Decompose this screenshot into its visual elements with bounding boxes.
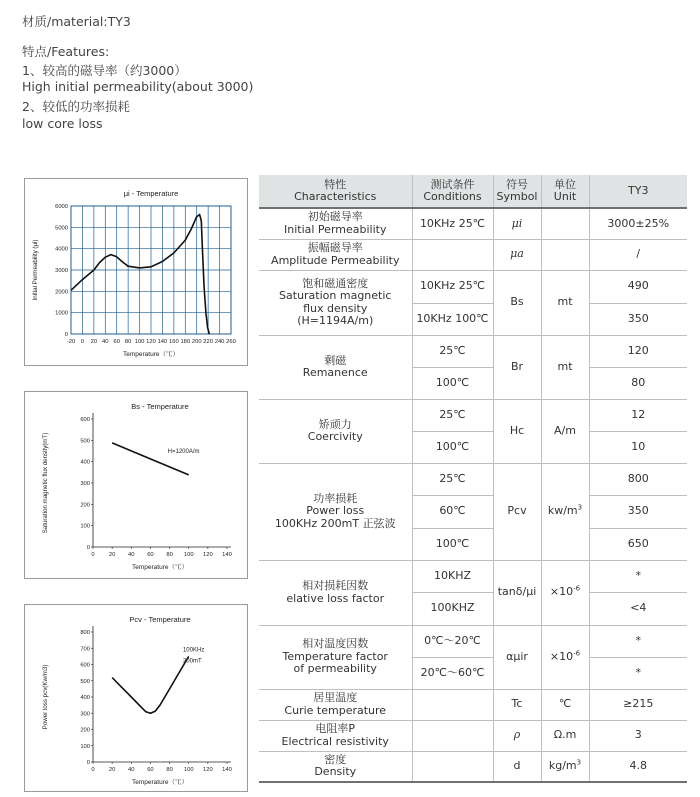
value: /: [589, 239, 687, 270]
x-tick-label: 60: [147, 552, 154, 558]
bs-chart-svg: [25, 392, 247, 578]
char-en: Coercivity: [307, 430, 363, 443]
y-tick-label: 400: [80, 695, 90, 701]
row-electrical-resistivity: [259, 720, 412, 751]
unit: [541, 560, 589, 625]
value: *: [589, 560, 687, 592]
y-tick-label: 300: [80, 711, 90, 718]
char-en: Curie temperature: [284, 703, 387, 717]
symbol: tanδ/μi: [493, 560, 541, 625]
col-unit-cn: 单位: [554, 177, 576, 191]
symbol: μa: [493, 239, 541, 270]
condition: 0℃～20℃: [412, 625, 493, 657]
condition: 100℃: [412, 367, 493, 399]
x-axis-label: Temperature（℃）: [132, 564, 188, 571]
x-tick-label: 180: [180, 339, 191, 345]
value: 4.8: [589, 751, 687, 782]
table-row: [259, 560, 687, 592]
unit-base: ×10: [549, 585, 574, 599]
table-row: [259, 625, 687, 657]
condition: 60℃: [412, 495, 493, 528]
x-tick-label: 100: [183, 552, 194, 558]
col-symbol-cn: 符号: [506, 177, 528, 191]
chart-title: μi - Temperature: [123, 189, 179, 198]
y-tick-label: 200: [80, 502, 90, 509]
symbol: Hc: [493, 399, 541, 463]
x-tick-label: 140: [157, 339, 168, 345]
condition: [412, 239, 493, 270]
value: 80: [589, 367, 687, 399]
unit: mt: [541, 335, 589, 399]
condition: 25℃: [412, 399, 493, 431]
table-row: [259, 689, 687, 720]
value: <4: [589, 592, 687, 625]
y-tick-label: 0: [86, 545, 90, 551]
unit-sup: 3: [576, 758, 582, 767]
x-tick-label: 120: [203, 767, 213, 773]
x-axis-label: Temperature（℃）: [132, 779, 188, 786]
col-unit: [541, 175, 589, 208]
char-cn: 剩磁: [324, 353, 347, 367]
pcv-chart-svg: [25, 605, 247, 791]
feature-2-cn: 2、较低的功率损耗: [22, 99, 130, 114]
char-en-3: (H=1194A/m): [297, 314, 374, 327]
value: *: [589, 625, 687, 657]
unit: [541, 625, 589, 689]
char-cn: 密度: [324, 752, 347, 766]
unit-sup: -6: [573, 649, 581, 658]
y-tick-label: 200: [80, 727, 90, 734]
feature-2-en: low core loss: [22, 116, 103, 131]
char-en: Saturation magnetic: [279, 289, 392, 302]
symbol: Br: [493, 335, 541, 399]
y-tick-label: 2000: [55, 289, 68, 296]
char-en: Electrical resistivity: [281, 734, 389, 748]
symbol: αμir: [493, 625, 541, 689]
char-cn: 振幅磁导率: [307, 241, 363, 254]
condition: 10KHz 100℃: [412, 303, 493, 335]
features-title: 特点/Features:: [22, 44, 110, 59]
row-relative-loss-factor: [259, 560, 412, 625]
condition: [412, 720, 493, 751]
y-tick-label: 300: [80, 481, 90, 487]
bs-chart: [24, 391, 248, 579]
char-cn: 相对损耗因数: [302, 579, 369, 592]
char-en: Density: [314, 765, 357, 779]
y-tick-label: 600: [80, 662, 90, 669]
chart-annotation: H=1200A/m: [167, 449, 200, 456]
char-en-2: 100KHz 200mT 正弦波: [274, 516, 396, 530]
char-en: Amplitude Permeability: [271, 253, 400, 267]
symbol: d: [493, 751, 541, 782]
unit: [541, 751, 589, 782]
table-row: [259, 720, 687, 751]
char-en-2: of permeability: [293, 662, 377, 676]
char-en: Remanence: [302, 366, 368, 379]
value: 490: [589, 270, 687, 303]
x-tick-label: 40: [128, 552, 135, 558]
char-cn: 电阻率P: [315, 722, 356, 735]
value: 3: [589, 720, 687, 751]
y-tick-label: 3000: [55, 268, 68, 274]
series-line: [71, 215, 209, 335]
condition: 25℃: [412, 463, 493, 495]
y-axis-label: Initial Permeability (μi): [32, 239, 39, 301]
chart-title: Pcv - Temperature: [129, 615, 191, 624]
x-tick-label: 100: [183, 767, 194, 773]
unit: [541, 463, 589, 560]
x-tick-label: 120: [146, 339, 156, 345]
unit-sup: -6: [573, 584, 581, 593]
y-tick-label: 1000: [55, 310, 68, 317]
chart-annotation-flux: 200mT: [182, 658, 202, 665]
y-tick-label: 500: [80, 438, 90, 445]
x-tick-label: 60: [113, 339, 120, 345]
unit: ℃: [541, 689, 589, 720]
col-conditions: [412, 175, 493, 208]
x-tick-label: 160: [169, 339, 179, 345]
col-unit-en: Unit: [553, 190, 577, 203]
y-tick-label: 100: [80, 743, 90, 750]
unit-sup: 3: [577, 503, 583, 512]
char-en-2: flux density: [303, 301, 368, 315]
permeability-chart-svg: [25, 179, 247, 365]
value: 3000±25%: [589, 208, 687, 239]
value: 350: [589, 303, 687, 335]
char-cn: 初始磁导率: [307, 210, 363, 224]
x-tick-label: 100: [134, 339, 145, 345]
material-line: 材质/material:TY3: [22, 14, 131, 29]
x-tick-label: 200: [191, 339, 202, 345]
x-tick-label: 80: [166, 767, 173, 773]
symbol: Pcv: [493, 463, 541, 560]
permeability-chart: [24, 178, 248, 366]
table-header-row: [259, 175, 687, 208]
char-en: Initial Permeability: [284, 222, 387, 236]
x-tick-label: 240: [214, 339, 225, 345]
value: 650: [589, 528, 687, 560]
y-tick-label: 4000: [55, 246, 68, 253]
x-tick-label: 0: [80, 339, 85, 345]
row-coercivity: [259, 399, 412, 463]
y-axis-label: Saturation magnetic flux density(mT): [42, 432, 49, 534]
table-row: [259, 335, 687, 367]
symbol: Bs: [493, 270, 541, 335]
unit: mt: [541, 270, 589, 335]
char-en: Power loss: [306, 504, 365, 518]
x-tick-label: 220: [203, 339, 213, 345]
chart-title: Bs - Temperature: [131, 402, 189, 411]
y-tick-label: 800: [80, 630, 90, 636]
condition: 25℃: [412, 335, 493, 367]
col-symbol-en: Symbol: [496, 190, 538, 203]
y-axis-label: Power loss pcv(Kw/m3): [42, 664, 49, 730]
row-initial-permeability: [259, 208, 412, 239]
x-tick-label: 260: [226, 339, 236, 345]
table-row: [259, 399, 687, 431]
symbol: Tc: [493, 689, 541, 720]
value: 350: [589, 495, 687, 528]
value: 800: [589, 463, 687, 495]
char-en: elative loss factor: [286, 591, 385, 605]
x-tick-label: 20: [90, 339, 98, 345]
feature-1-cn: 1、较高的磁导率（约3000）: [22, 63, 187, 78]
value: *: [589, 657, 687, 689]
col-conditions-cn: 测试条件: [430, 177, 475, 191]
unit-base: ×10: [549, 649, 574, 663]
x-tick-label: 80: [124, 339, 132, 345]
col-characteristics-en: Characteristics: [294, 190, 377, 203]
y-tick-label: 700: [80, 646, 90, 653]
x-axis-label: Temperature（℃）: [123, 351, 179, 358]
col-material: TY3: [589, 175, 687, 208]
col-characteristics-cn: 特性: [324, 177, 347, 191]
x-tick-label: 60: [147, 767, 154, 773]
y-tick-label: 100: [80, 523, 90, 530]
char-cn: 居里温度: [313, 691, 358, 704]
row-power-loss: [259, 463, 412, 560]
char-cn: 相对温度因数: [302, 637, 369, 651]
x-tick-label: 0: [91, 552, 95, 558]
table-row: [259, 751, 687, 782]
x-tick-label: 140: [222, 767, 232, 773]
y-tick-label: 0: [86, 760, 90, 766]
x-tick-label: 40: [128, 767, 135, 773]
feature-1-en: High initial permeability(about 3000): [22, 79, 254, 94]
value: 12: [589, 399, 687, 431]
table-row: [259, 208, 687, 239]
table-row: [259, 270, 687, 303]
chart-annotation-freq: 100KHz: [182, 647, 205, 654]
y-tick-label: 500: [80, 678, 90, 685]
spec-table: [259, 175, 687, 783]
row-temperature-factor: [259, 625, 412, 689]
condition: [412, 689, 493, 720]
x-tick-label: 40: [102, 339, 109, 345]
table-row: [259, 239, 687, 270]
unit-base: kg/m: [548, 759, 577, 772]
y-tick-label: 5000: [55, 225, 68, 232]
condition: 10KHz 25℃: [412, 270, 493, 303]
y-tick-label: 600: [80, 417, 90, 423]
row-density: [259, 751, 412, 782]
condition: 20℃～60℃: [412, 657, 493, 689]
char-cn: 功率损耗: [313, 491, 358, 505]
unit: [541, 208, 589, 239]
condition: 100KHZ: [412, 592, 493, 625]
unit-base: kw/m: [547, 504, 578, 518]
x-tick-label: 0: [91, 767, 95, 773]
condition: [412, 751, 493, 782]
col-conditions-en: Conditions: [423, 190, 482, 203]
unit: Ω.m: [541, 720, 589, 751]
x-tick-label: -20: [66, 339, 76, 345]
value: 120: [589, 335, 687, 367]
row-amplitude-permeability: [259, 239, 412, 270]
unit: [541, 239, 589, 270]
x-tick-label: 20: [108, 552, 116, 558]
row-remanence: [259, 335, 412, 399]
value: 10: [589, 431, 687, 463]
x-tick-label: 20: [108, 767, 116, 773]
row-saturation-flux-density: [259, 270, 412, 335]
char-cn: 饱和磁通密度: [302, 276, 369, 290]
char-en: Temperature factor: [282, 649, 388, 663]
y-tick-label: 6000: [55, 204, 68, 210]
condition: 100℃: [412, 431, 493, 463]
col-symbol: [493, 175, 541, 208]
series-line: [112, 443, 189, 475]
x-tick-label: 120: [203, 552, 213, 558]
condition: 100℃: [412, 528, 493, 560]
col-characteristics: [259, 175, 412, 208]
table-row: [259, 463, 687, 495]
condition: 10KHZ: [412, 560, 493, 592]
symbol: μi: [493, 208, 541, 239]
condition: 10KHz 25℃: [412, 208, 493, 239]
series-line: [112, 656, 189, 713]
symbol: ρ: [493, 720, 541, 751]
value: ≥215: [589, 689, 687, 720]
char-cn: 矫顽力: [318, 417, 352, 431]
x-tick-label: 80: [166, 552, 173, 558]
y-tick-label: 0: [64, 332, 68, 338]
unit: A/m: [541, 399, 589, 463]
x-tick-label: 140: [222, 552, 232, 558]
y-tick-label: 400: [80, 459, 90, 466]
pcv-chart: [24, 604, 248, 792]
row-curie-temperature: [259, 689, 412, 720]
